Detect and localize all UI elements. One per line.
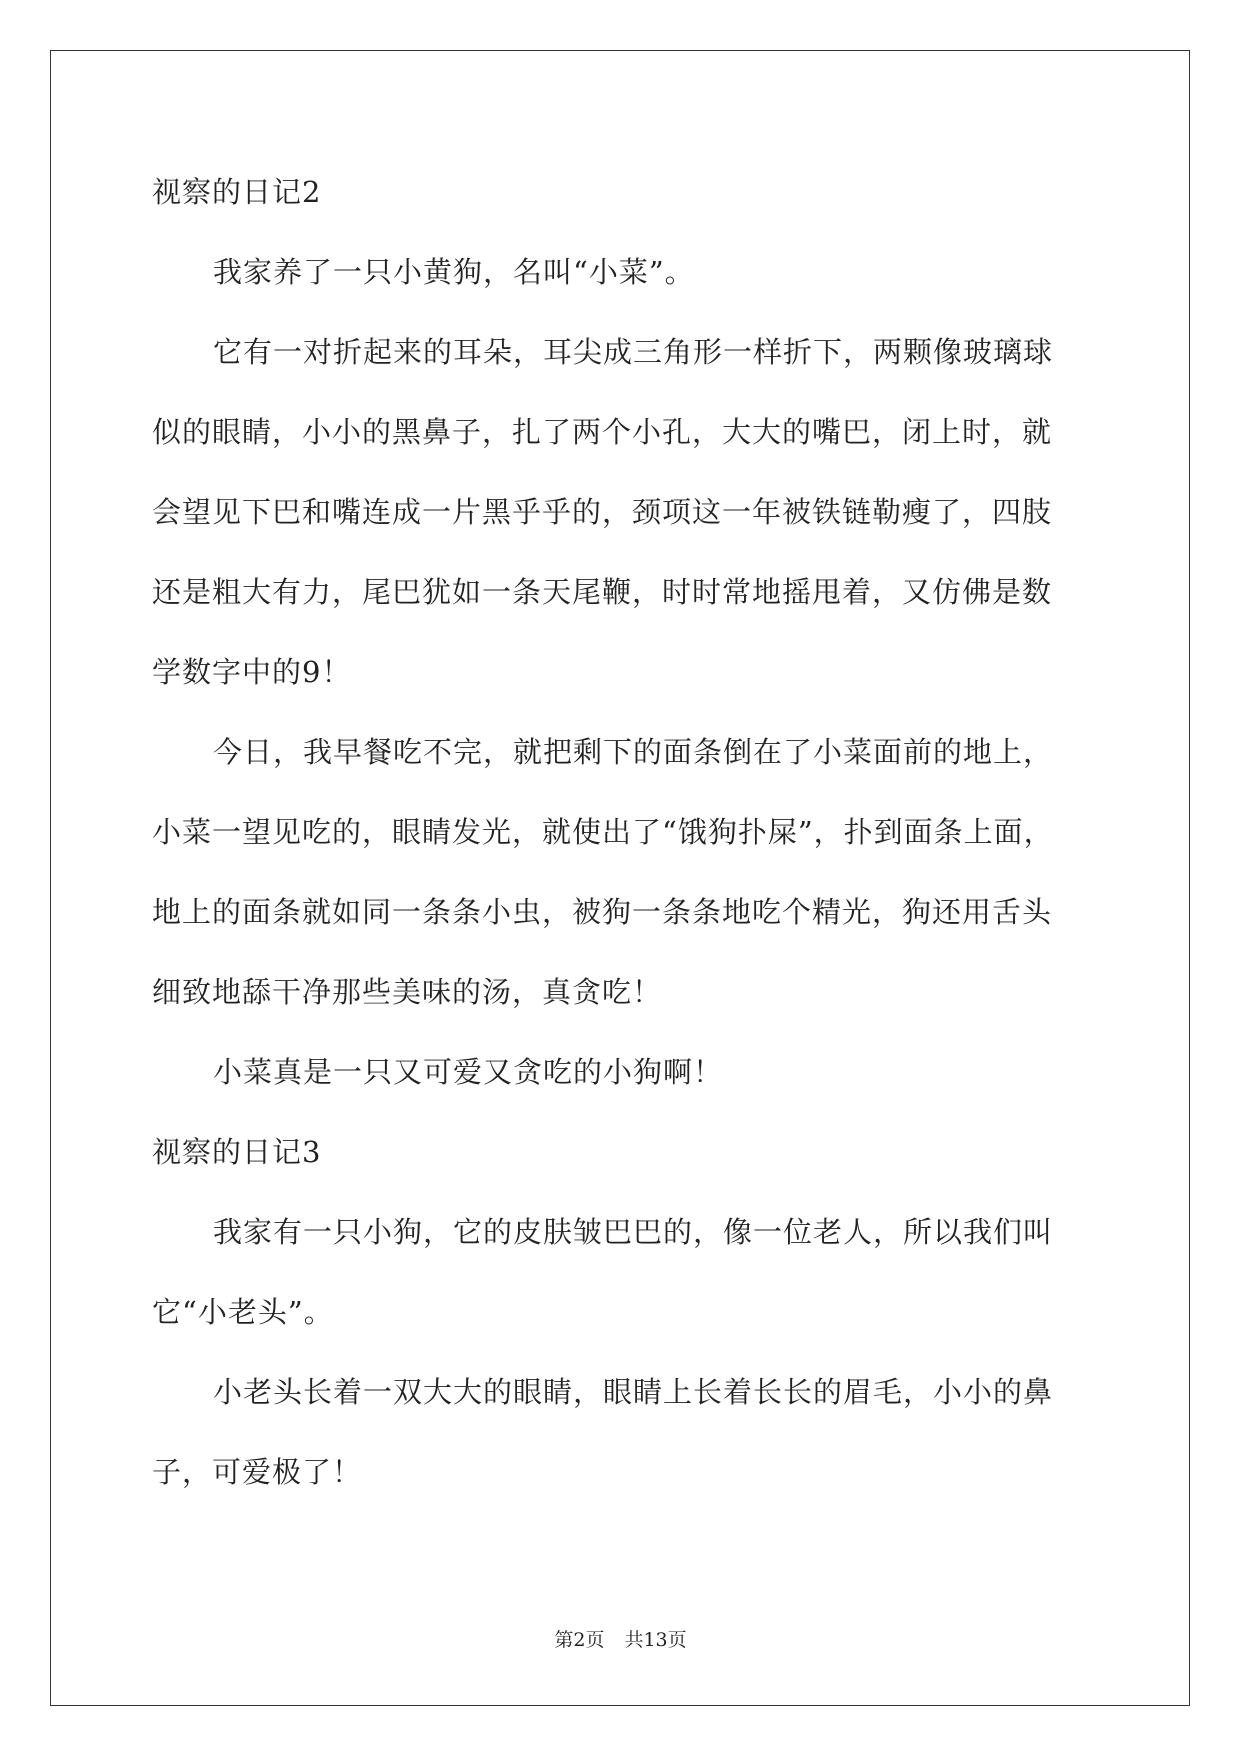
section-heading: 视察的日记2 [152, 175, 322, 209]
paragraph-line: 细致地舔干净那些美味的汤，真贪吃！ [152, 975, 663, 1009]
paragraph-line: 会望见下巴和嘴连成一片黑乎乎的，颈项这一年被铁链勒瘦了，四肢 [152, 495, 1053, 529]
paragraph-line: 似的眼睛，小小的黑鼻子，扎了两个小孔，大大的嘴巴，闭上时，就 [152, 415, 1053, 449]
paragraph-line: 我家有一只小狗，它的皮肤皱巴巴的，像一位老人，所以我们叫 [213, 1215, 1054, 1249]
paragraph-line: 它“小老头”。 [152, 1295, 334, 1329]
paragraph-line: 我家养了一只小黄狗，名叫“小菜”。 [213, 255, 695, 289]
paragraph-line: 小菜真是一只又可爱又贪吃的小狗啊！ [213, 1055, 724, 1089]
paragraph-line: 子，可爱极了！ [152, 1455, 363, 1489]
paragraph-line: 还是粗大有力，尾巴犹如一条天尾鞭，时时常地摇甩着，又仿佛是数 [152, 575, 1053, 609]
paragraph-line: 地上的面条就如同一条条小虫，被狗一条条地吃个精光，狗还用舌头 [152, 895, 1053, 929]
paragraph-line: 小菜一望见吃的，眼睛发光，就使出了“饿狗扑屎”，扑到面条上面， [152, 815, 1054, 849]
page-number: 第2页 [554, 1629, 605, 1651]
paragraph-line: 学数字中的9！ [152, 655, 352, 689]
section-heading: 视察的日记3 [152, 1135, 322, 1169]
paragraph-line: 小老头长着一双大大的眼睛，眼睛上长着长长的眉毛，小小的鼻 [213, 1375, 1054, 1409]
page-footer [0, 1628, 1241, 1652]
paragraph-line: 它有一对折起来的耳朵，耳尖成三角形一样折下，两颗像玻璃球 [213, 335, 1054, 369]
paragraph-line: 今日，我早餐吃不完，就把剩下的面条倒在了小菜面前的地上， [213, 735, 1054, 769]
page-total: 共13页 [624, 1629, 687, 1651]
